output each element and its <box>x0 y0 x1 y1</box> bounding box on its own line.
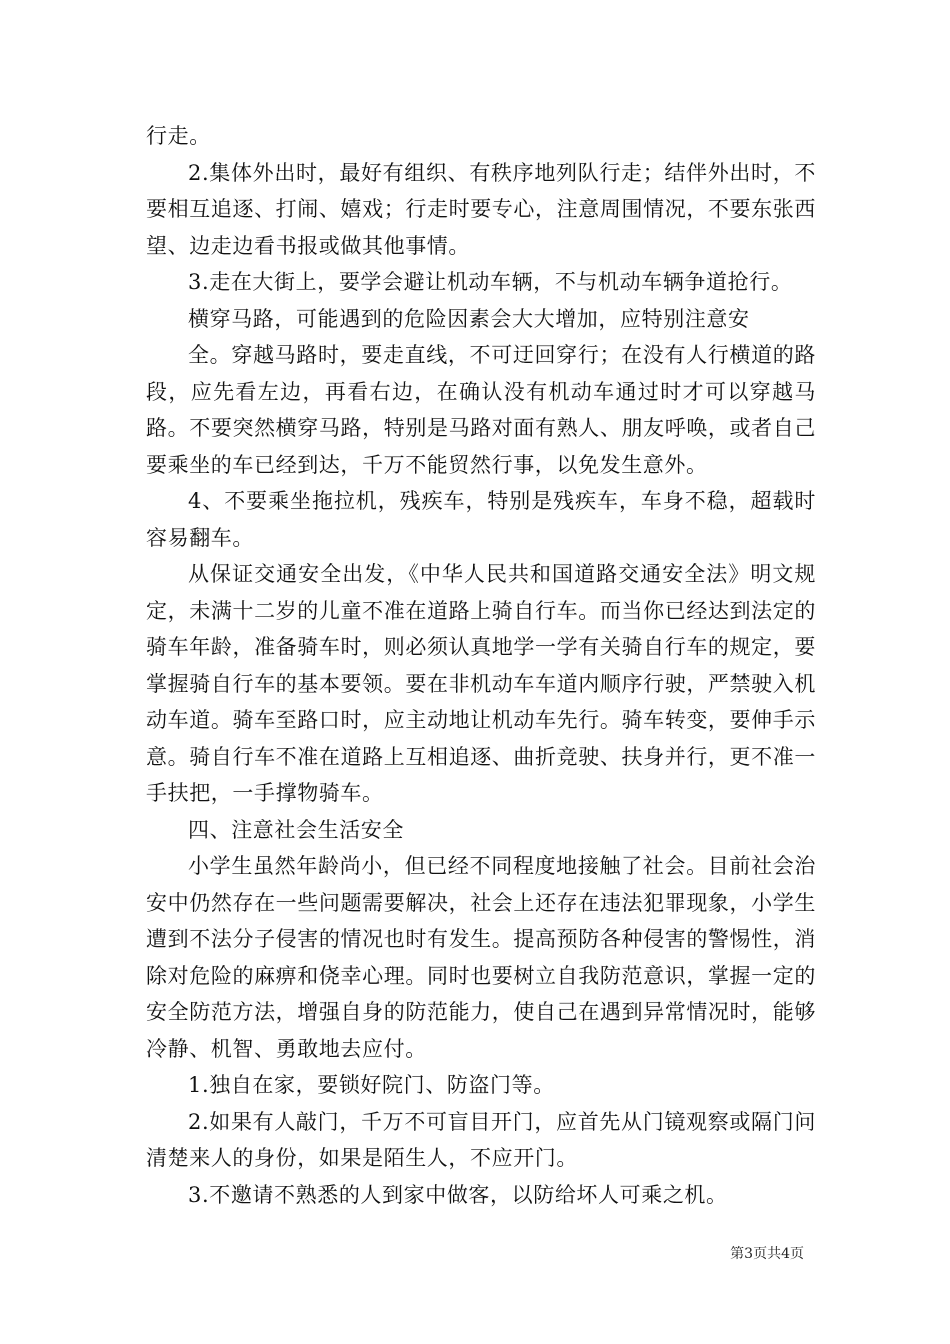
paragraph-6: 4、不要乘坐拖拉机，残疾车，特别是残疾车，车身不稳，超载时容易翻车。 <box>146 489 816 550</box>
paragraph-4: 横穿马路，可能遇到的危险因素会大大增加，应特别注意安 <box>188 306 750 331</box>
paragraph-5: 全。穿越马路时，要走直线，不可迂回穿行；在没有人行横道的路段，应先看左边，再看右边，在确认没有机动车通过时才可以穿越马路。不要突然横穿马路，特别是马路对面有熟人、朋友呼唤，或者自己要乘坐的车已经到达，千万不能贸然行事，以免发生意外。 <box>146 343 816 477</box>
paragraph-11: 3.不邀请不熟悉的人到家中做客，以防给坏人可乘之机。 <box>188 1182 728 1207</box>
paragraph-10: 2.如果有人敲门，千万不可盲目开门，应首先从门镜观察或隔门问清楚来人的身份，如果是陌生人，不应开门。 <box>146 1109 816 1170</box>
paragraph-3: 3.走在大街上，要学会避让机动车辆，不与机动车辆争道抢行。 <box>188 270 793 294</box>
paragraph-9: 1.独自在家，要锁好院门、防盗门等。 <box>188 1073 555 1097</box>
paragraph-7: 从保证交通安全出发，《中华人民共和国道路交通安全法》明文规定，未满十二岁的儿童不准在道路上骑自行车。而当你已经达到法定的骑车年龄，准备骑车时，则必须认真地学一学有关骑自行车的规定，要掌握骑自行车的基本要领。要在非机动车车道内顺序行驶，严禁驶入机动车道。骑车至路口时，应主动地让机动车先行。骑车转变，要伸手示意。骑自行车不准在道路上互相追逐、曲折竞驶、扶身并行，更不准一手扶把，一手撑物骑车。 <box>146 562 816 805</box>
page-number: 第3页共4页 <box>730 1246 804 1262</box>
paragraph-2: 2.集体外出时，最好有组织、有秩序地列队行走；结伴外出时，不要相互追逐、打闹、嬉戏；行走时要专心，注意周围情况，不要东张西望、边走边看书报或做其他事情。 <box>146 160 816 258</box>
document-body <box>146 118 816 1213</box>
paragraph-1: 行走。 <box>146 124 211 148</box>
section-heading: 四、注意社会生活安全 <box>188 817 404 842</box>
paragraph-8: 小学生虽然年龄尚小，但已经不同程度地接触了社会。目前社会治安中仍然存在一些问题需要解决，社会上还存在违法犯罪现象，小学生遭到不法分子侵害的情况也时有发生。提高预防各种侵害的警惕性，消除对危险的麻痹和侥幸心理。同时也要树立自我防范意识，掌握一定的安全防范方法，增强自身的防范能力，使自己在遇到异常情况时，能够冷静、机智、勇敢地去应付。 <box>146 854 816 1061</box>
